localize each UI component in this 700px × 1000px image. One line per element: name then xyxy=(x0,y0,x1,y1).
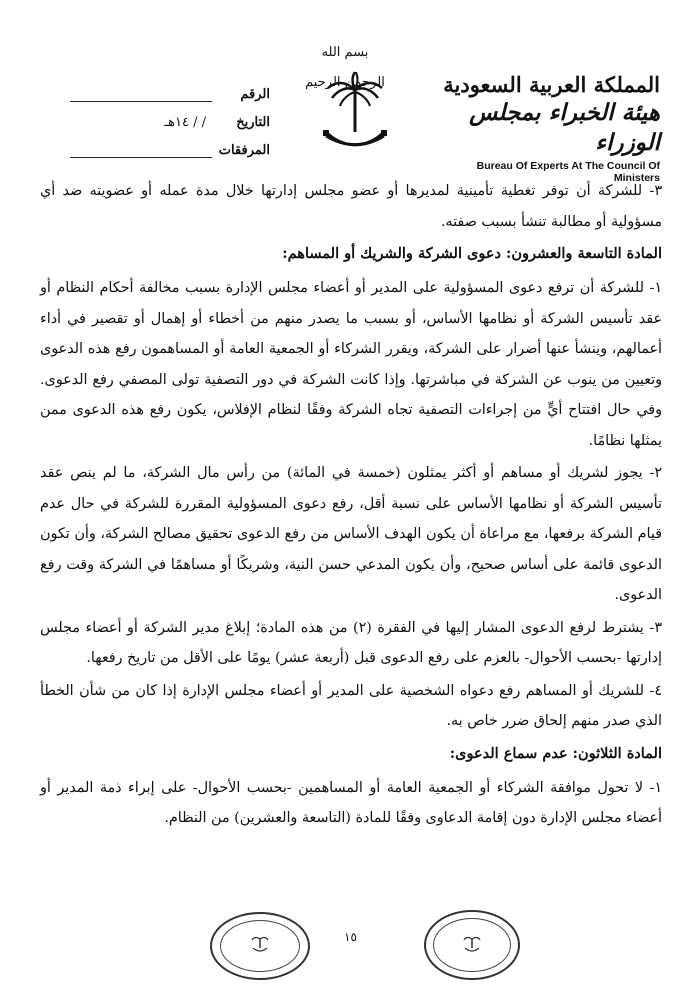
ref-row xyxy=(70,74,270,102)
article-30-item: ١- لا تحول موافقة الشركاء أو الجمعية العامة أو المساهمين -بحسب الأحوال- على إبراء ذمة المدير أو أعضاء مجلس الإدارة دون إقامة الدعاوى وفقًا للمادة (التاسعة والعشرين) من النظام. xyxy=(40,779,662,826)
attachments-label: المرفقات xyxy=(218,143,270,158)
article-30-title: المادة الثلاثون: عدم سماع الدعوى: xyxy=(449,744,662,762)
date-value: / / ١٤هـ xyxy=(164,115,206,130)
ref-label: الرقم xyxy=(240,87,270,102)
document-meta xyxy=(70,74,270,158)
article-29-item: ١- للشركة أن ترفع دعوى المسؤولية على المدير أو أعضاء مجلس الإدارة بسبب مخالفة أحكام النظام أو عقد تأسيس الشركة أو نظامها الأساس، أو بسبب ما يصدر منهم من أخطاء أو إهمال أو تقصير في أداء أعمالهم، وينشأ عنها أضرار على الشركة، ويقرر الشركاء أو الجمعية العامة أو المساهمون رفع هذه الدعوى وتعيين من ينوب عن الشركة في مباشرتها. وإذا كانت الشركة في دور التصفية تولى المصفي رفع الدعوى. وفي حال افتتاح أيٍّ من إجراءات التصفية تجاه الشركة وفقًا لنظام الإفلاس، يكون رفع هذه الدعوى ممن يمثلها نظامًا. xyxy=(40,280,662,449)
ref-line xyxy=(70,87,212,102)
official-stamp-left xyxy=(210,912,310,980)
org-name-english: Bureau Of Experts At The Council Of Ministers xyxy=(476,160,660,184)
org-subtitle-arabic: هيئة الخبراء بمجلس الوزراء xyxy=(469,99,660,156)
article-29-item: ٢- يجوز لشريك أو مساهم أو أكثر يمثلون (خمسة في المائة) من رأس مال الشركة، ما لم ينص عقد تأسيس الشركة أو نظامها الأساس على نسبة أقل، رفع دعوى المسؤولية المقررة للشركة في حال عدم قيام الشركة برفعها، مع مراعاة أن يكون الهدف الأساس من رفع الدعوى تحقيق مصالح الشركة، وأن تكون الدعوى قائمة على أساس صحيح، وأن يكون المدعي حسن النية، وشريكًا أو مساهمًا في الشركة وقت رفع الدعوى. xyxy=(40,465,662,603)
emblem-mini-icon xyxy=(250,934,270,954)
official-stamp-right xyxy=(424,910,520,980)
attachments-row xyxy=(70,130,270,158)
organization-header xyxy=(440,72,660,184)
attachments-line xyxy=(70,143,212,158)
emblem-mini-icon xyxy=(462,934,482,954)
article-29-item: ٤- للشريك أو المساهم رفع دعواه الشخصية على المدير أو أعضاء مجلس الإدارة إذا كان من شأن الخطأ الذي صدر منهم إلحاق ضرر خاص به. xyxy=(40,682,662,729)
saudi-emblem-icon xyxy=(320,70,390,160)
bismillah-calligraphy: بسم الله الرحمن الرحيم xyxy=(305,45,385,90)
article-29-title: المادة التاسعة والعشرون: دعوى الشركة والشريك أو المساهم: xyxy=(282,245,662,262)
page-number: ١٥ xyxy=(344,930,357,944)
article-29-item: ٣- يشترط لرفع الدعوى المشار إليها في الفقرة (٢) من هذه المادة؛ إبلاغ مدير الشركة أو أعضاء مجلس إدارتها -بحسب الأحوال- بالعزم على رفع الدعوى قبل (أربعة عشر) يومًا على الأقل من تاريخ رفعها. xyxy=(40,619,663,666)
intro-item: ٣- للشركة أن توفر تغطية تأمينية لمديرها أو عضو مجلس إدارتها خلال مدة عمله أو عضويته ضد أي مسؤولية أو مطالبة تنشأ بسبب صفته. xyxy=(40,183,662,230)
org-name-arabic: المملكة العربية السعودية xyxy=(443,72,660,97)
date-row xyxy=(70,102,270,130)
document-body xyxy=(40,176,662,836)
date-label: التاريخ xyxy=(236,115,270,130)
